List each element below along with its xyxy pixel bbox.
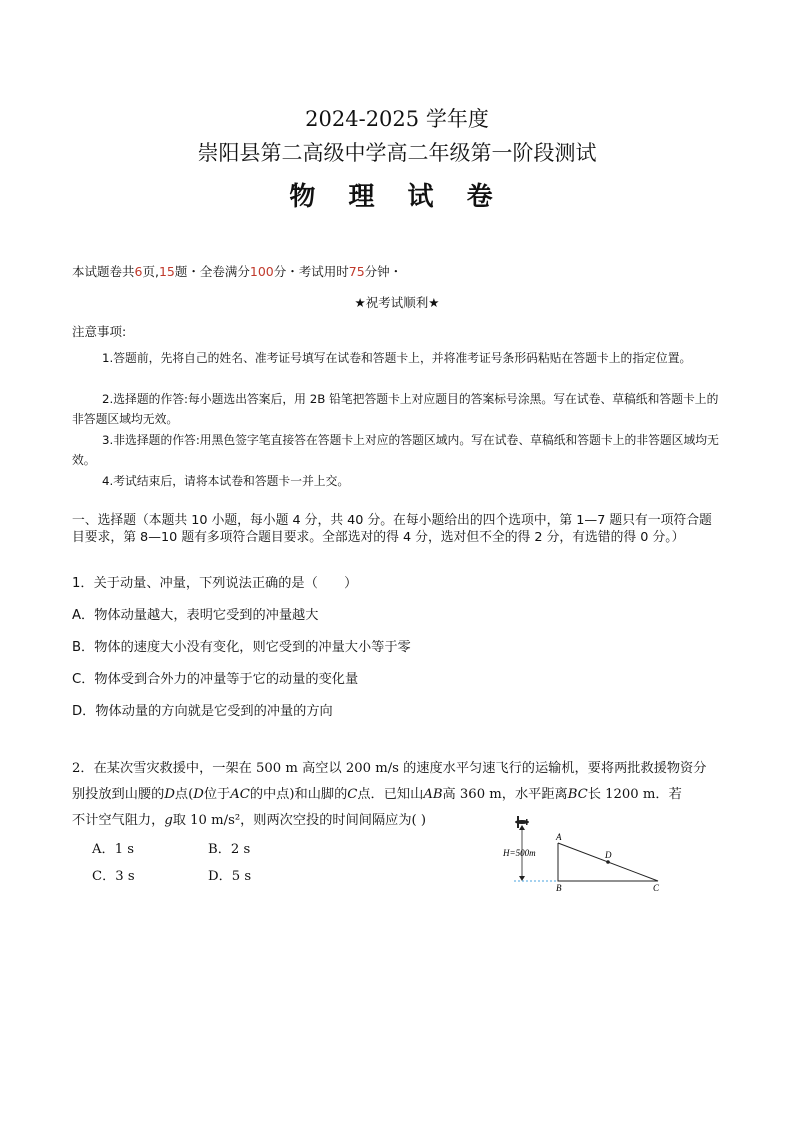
exam-year: 2024-2025 学年度 bbox=[305, 107, 489, 131]
q2-text: 别投放到山腰的 bbox=[72, 787, 165, 802]
question-1-option-b: B．物体的速度大小没有变化，则它受到的冲量大小等于零 bbox=[72, 640, 411, 655]
info-text: 本试题卷共 bbox=[72, 264, 135, 279]
notice-item-text: 1.答题前，先将自己的姓名、准考证号填写在试卷和答题卡上，并将准考证号条形码粘贴在答题卡上的指定位置。 bbox=[102, 351, 692, 365]
q2-text: 取 10 m/s²，则两次空投的时间间隔应为( ) bbox=[172, 813, 427, 828]
question-2-option-c: C．3 s bbox=[92, 869, 135, 884]
notice-item bbox=[72, 389, 724, 429]
question-1-option-a: A．物体动量越大，表明它受到的冲量越大 bbox=[72, 608, 319, 623]
exam-school-title: 崇阳县第二高级中学高二年级第一阶段测试 bbox=[197, 141, 597, 165]
info-text: 题・全卷满分 bbox=[174, 264, 250, 279]
exam-info-line bbox=[72, 262, 402, 280]
info-time: 75 bbox=[348, 264, 365, 279]
arrow-head-bottom bbox=[519, 876, 525, 881]
label-c: C bbox=[653, 883, 660, 893]
q2-text: 的中点)和山脚的 bbox=[249, 787, 348, 802]
q2-var: BC bbox=[567, 787, 588, 802]
info-text: 分钟・ bbox=[364, 264, 403, 279]
notice-item bbox=[72, 471, 724, 491]
question-2-option-a: A．1 s bbox=[92, 842, 135, 857]
notice-title: 注意事项: bbox=[72, 324, 127, 339]
q2-var: D bbox=[193, 787, 204, 802]
q2-text: 点．已知山 bbox=[357, 787, 424, 802]
info-text: 页, bbox=[142, 264, 159, 279]
info-score: 100 bbox=[249, 264, 274, 279]
notice-item-text: 2.选择题的作答:每小题选出答案后，用 2B 铅笔把答题卡上对应题目的答案标号涂黑。写在试卷、草稿纸和答题卡上的非答题区域均无效。 bbox=[72, 392, 719, 426]
info-pages: 6 bbox=[134, 264, 143, 279]
notice-item bbox=[72, 430, 724, 470]
q2-var: D bbox=[164, 787, 175, 802]
info-text: 分・考试用时 bbox=[273, 264, 349, 279]
label-a: A bbox=[556, 832, 562, 842]
q2-text: 长 1200 m．若 bbox=[587, 787, 682, 802]
q2-line: 2．在某次雪灾救援中，一架在 500 m 高空以 200 m/s 的速度水平匀速飞行的运输机，要将两批救援物资分 bbox=[72, 761, 707, 776]
q2-text: 点( bbox=[174, 787, 194, 802]
question-2-option-d: D．5 s bbox=[208, 869, 252, 884]
q2-var: g bbox=[164, 813, 173, 828]
exam-subject-title: 物 理 试 卷 bbox=[289, 182, 505, 212]
height-label: H=500m bbox=[503, 848, 536, 858]
arrow-head-top bbox=[519, 825, 525, 830]
question-1-option-c: C．物体受到合外力的冲量等于它的动量的变化量 bbox=[72, 672, 359, 687]
q2-text: 高 360 m，水平距离 bbox=[442, 787, 568, 802]
info-questions: 15 bbox=[158, 264, 175, 279]
q2-var: C bbox=[347, 787, 358, 802]
question-2-option-b: B．2 s bbox=[208, 842, 251, 857]
notice-item-text: 4.考试结束后，请将本试卷和答题卡一并上交。 bbox=[102, 474, 350, 488]
question-1-stem: 1．关于动量、冲量，下列说法正确的是（ ） bbox=[72, 576, 358, 591]
notice-item bbox=[72, 348, 724, 368]
mountain-diagram bbox=[500, 812, 670, 894]
point-d bbox=[606, 860, 610, 864]
good-luck-line: ★祝考试顺利★ bbox=[354, 295, 440, 310]
q2-var: AB bbox=[423, 787, 443, 802]
label-b: B bbox=[556, 883, 562, 893]
section-heading: 一、选择题（本题共 10 小题，每小题 4 分，共 40 分。在每小题给出的四个选项中，第 1—7 题只有一项符合题目要求，第 8—10 题有多项符合题目要求。全部选对的得 4 分，选对但不全的得 2 分，有选错的得 0 分。） bbox=[72, 513, 712, 545]
q2-line bbox=[72, 782, 732, 808]
question-1-option-d: D．物体动量的方向就是它受到的冲量的方向 bbox=[72, 704, 333, 719]
notice-item-text: 3.非选择题的作答:用黑色签字笔直接答在答题卡上对应的答题区域内。写在试卷、草稿纸和答题卡上的非答题区域均无效。 bbox=[72, 433, 719, 467]
q2-var: AC bbox=[230, 787, 250, 802]
label-d: D bbox=[605, 850, 612, 860]
q2-text: 不计空气阻力， bbox=[72, 813, 165, 828]
q2-text: 位于 bbox=[203, 787, 231, 802]
